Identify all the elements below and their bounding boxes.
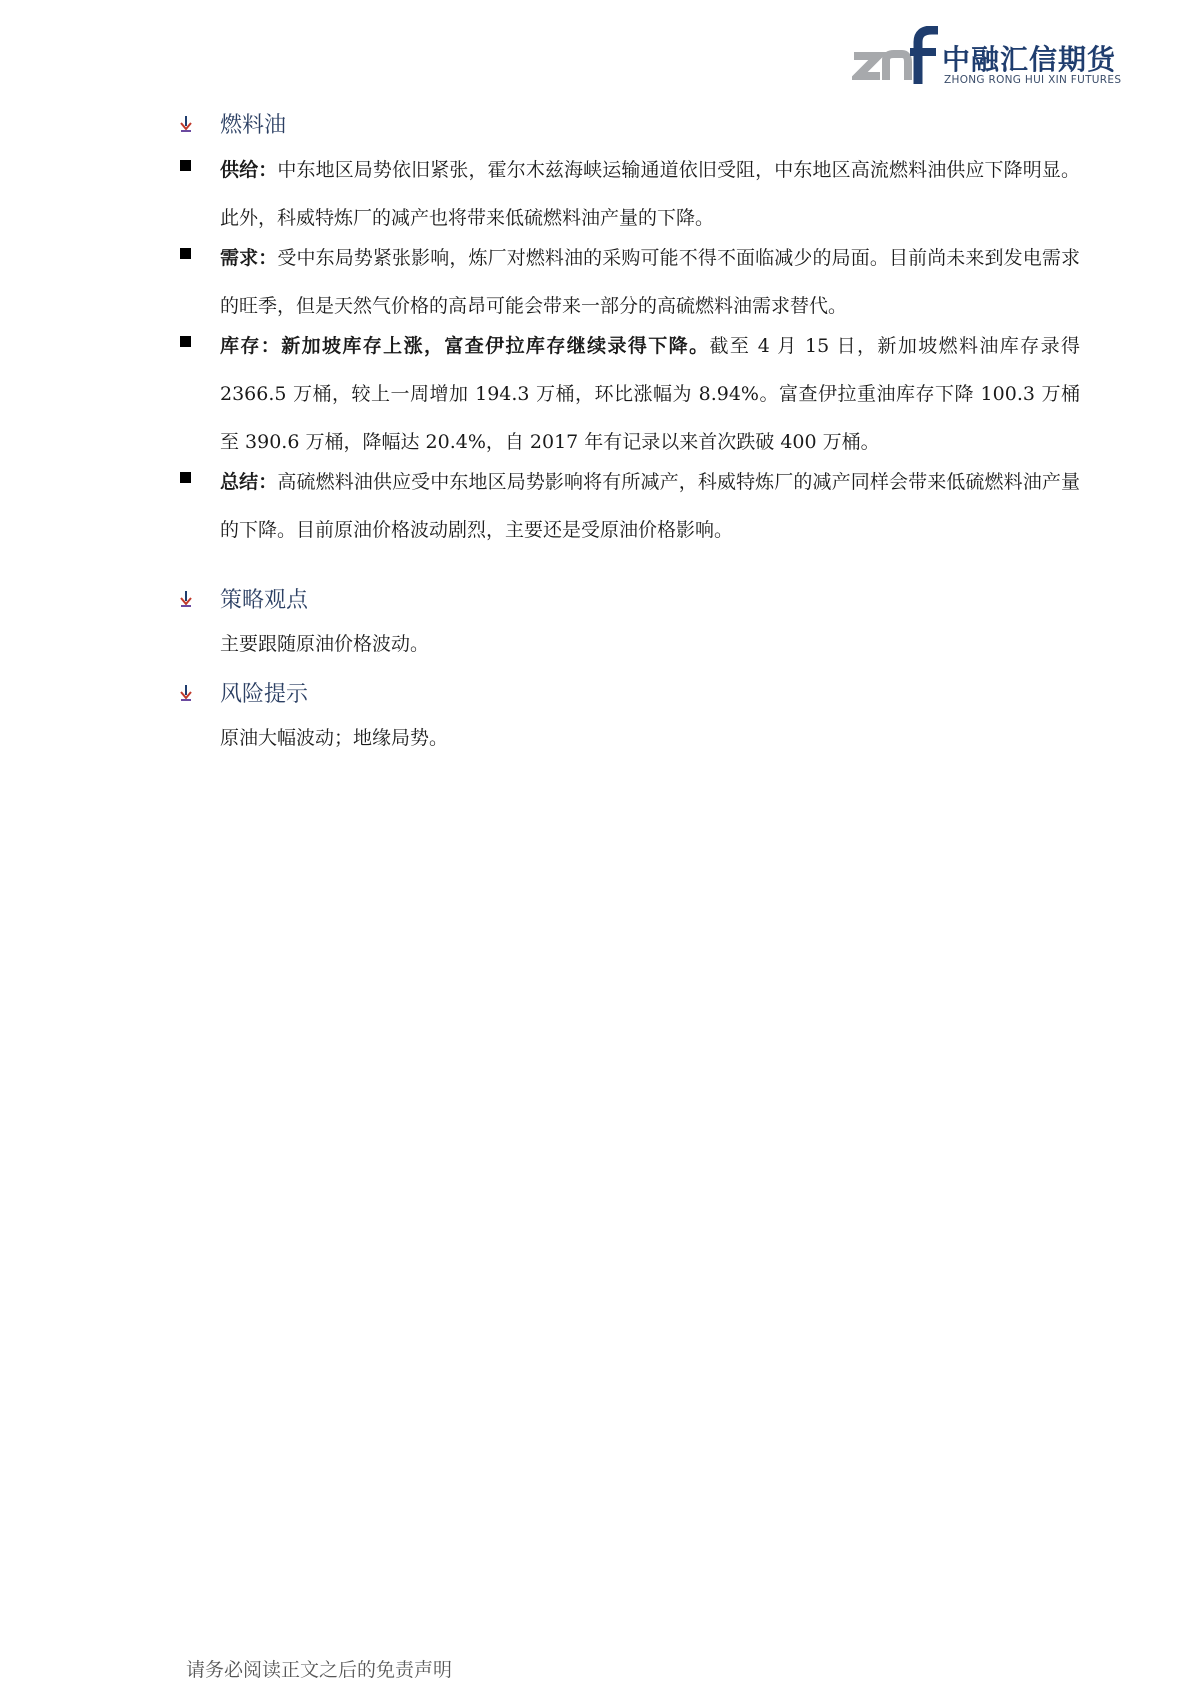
bullet-text: 中东地区局势依旧紧张，霍尔木兹海峡运输通道依旧受阻，中东地区高流燃料油供应下降明显。此外，科威特炼厂的减产也将带来低硫燃料油产量的下降。 bbox=[220, 159, 1080, 229]
arrow-down-icon bbox=[178, 683, 194, 703]
bullet-label: 需求 bbox=[220, 247, 259, 269]
company-logo bbox=[852, 26, 1122, 90]
section-title: 风险提示 bbox=[220, 682, 309, 707]
section-heading-fuel-oil bbox=[178, 108, 286, 139]
square-bullet-icon bbox=[180, 248, 191, 259]
logo-chinese-name: 中融汇信期货 bbox=[942, 43, 1117, 76]
bullet-text: 受中东局势紧张影响，炼厂对燃料油的采购可能不得不面临减少的局面。目前尚未来到发电需求的旺季，但是天然气价格的高昂可能会带来一部分的高硫燃料油需求替代。 bbox=[220, 247, 1080, 317]
risk-text: 原油大幅波动；地缘局势。 bbox=[220, 727, 449, 749]
bullet-label: 供给 bbox=[220, 159, 259, 181]
bullet-label-separator: ： bbox=[258, 471, 278, 493]
logo-english-name: ZHONG RONG HUI XIN FUTURES bbox=[944, 74, 1122, 86]
section-heading-strategy bbox=[178, 583, 308, 614]
bullet-label-separator: ： bbox=[258, 247, 278, 269]
square-bullet-icon bbox=[180, 472, 191, 483]
bullet-label-separator: ： bbox=[258, 159, 278, 181]
bullet-bold-summary: 新加坡库存上涨，富查伊拉库存继续录得下降。 bbox=[281, 335, 710, 357]
bullet-label-separator: ： bbox=[260, 335, 282, 357]
arrow-down-icon bbox=[178, 589, 194, 609]
bullet-text: 截至 4 月 15 日，新加坡燃料油库存录得 2366.5 万桶，较上一周增加 194.3 万桶，环比涨幅为 8.94%。富查伊拉重油库存下降 100.3 万桶至 390.6 万桶，降幅达 20.4%，自 2017 年有记录以来首次跌破 400 万桶。 bbox=[220, 335, 1080, 453]
square-bullet-icon bbox=[180, 160, 191, 171]
footer-disclaimer: 请务必阅读正文之后的免责声明 bbox=[186, 1659, 453, 1681]
section-title: 燃料油 bbox=[220, 113, 287, 138]
strategy-text: 主要跟随原油价格波动。 bbox=[220, 633, 430, 655]
section-title: 策略观点 bbox=[220, 588, 309, 613]
square-bullet-icon bbox=[180, 336, 191, 347]
bullet-text: 高硫燃料油供应受中东地区局势影响将有所减产，科威特炼厂的减产同样会带来低硫燃料油产量的下降。目前原油价格波动剧烈，主要还是受原油价格影响。 bbox=[220, 471, 1080, 541]
section-heading-risk bbox=[178, 677, 308, 708]
logo-mark-icon bbox=[852, 26, 938, 90]
arrow-down-icon bbox=[178, 114, 194, 134]
bullet-label: 总结 bbox=[220, 471, 259, 493]
bullet-label: 库存 bbox=[220, 335, 261, 357]
